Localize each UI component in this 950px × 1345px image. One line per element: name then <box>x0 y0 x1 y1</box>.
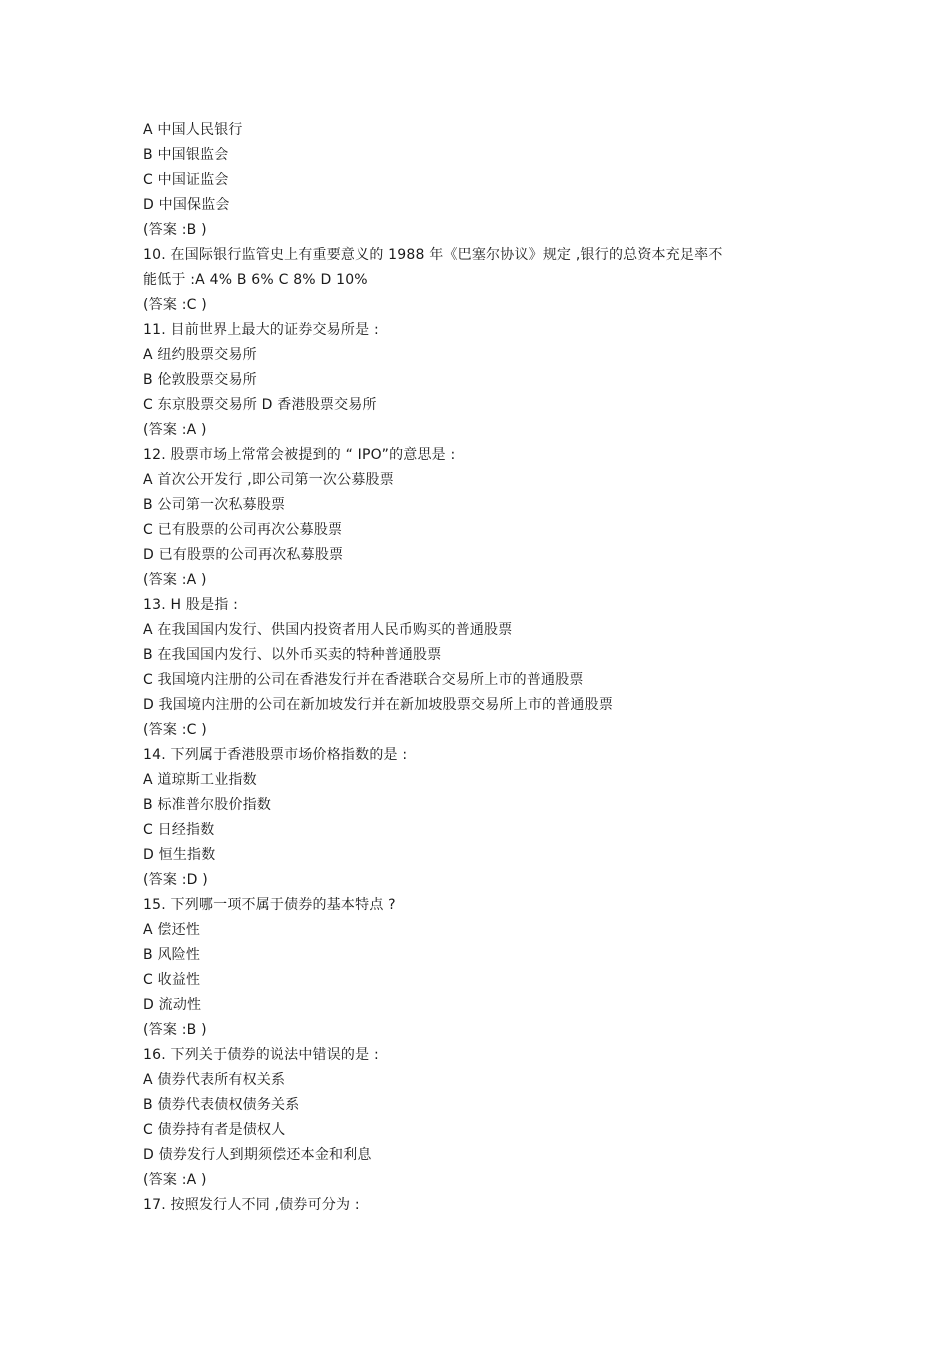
option-line: B 中国银监会 <box>143 147 229 163</box>
option-line: C 中国证监会 <box>143 172 229 188</box>
option-line: A 在我国国内发行、供国内投资者用人民币购买的普通股票 <box>143 622 513 638</box>
option-line: D 流动性 <box>143 997 202 1013</box>
answer-line: (答案 :A ) <box>143 422 207 438</box>
option-line: B 债券代表债权债务关系 <box>143 1097 300 1113</box>
answer-line: (答案 :B ) <box>143 222 207 238</box>
option-line: B 公司第一次私募股票 <box>143 497 286 513</box>
option-line: A 道琼斯工业指数 <box>143 772 257 788</box>
question-line: 13. H 股是指 : <box>143 597 239 613</box>
option-line: B 在我国国内发行、以外币买卖的特种普通股票 <box>143 647 442 663</box>
option-line: D 我国境内注册的公司在新加坡发行并在新加坡股票交易所上市的普通股票 <box>143 697 614 713</box>
question-line: 16. 下列关于债券的说法中错误的是 : <box>143 1047 379 1063</box>
answer-line: (答案 :D ) <box>143 872 208 888</box>
question-line: 14. 下列属于香港股票市场价格指数的是 : <box>143 747 408 763</box>
option-line: C 收益性 <box>143 972 201 988</box>
option-line: C 债券持有者是债权人 <box>143 1122 286 1138</box>
option-line: A 债券代表所有权关系 <box>143 1072 286 1088</box>
question-line: 能低于 :A 4% B 6% C 8% D 10% <box>143 272 368 288</box>
option-line: D 恒生指数 <box>143 847 216 863</box>
option-line: C 东京股票交易所 D 香港股票交易所 <box>143 397 377 413</box>
option-line: C 日经指数 <box>143 822 215 838</box>
option-line: A 偿还性 <box>143 922 201 938</box>
option-line: C 已有股票的公司再次公募股票 <box>143 522 343 538</box>
option-line: B 风险性 <box>143 947 201 963</box>
question-line: 11. 目前世界上最大的证券交易所是 : <box>143 322 379 338</box>
answer-line: (答案 :A ) <box>143 572 207 588</box>
option-line: B 标准普尔股价指数 <box>143 797 272 813</box>
option-line: A 纽约股票交易所 <box>143 347 257 363</box>
question-line: 10. 在国际银行监管史上有重要意义的 1988 年《巴塞尔协议》规定 ,银行的总资本充足率不 <box>143 247 723 263</box>
question-line: 17. 按照发行人不同 ,债券可分为 : <box>143 1197 360 1213</box>
option-line: B 伦敦股票交易所 <box>143 372 257 388</box>
option-line: D 已有股票的公司再次私募股票 <box>143 547 344 563</box>
document-page <box>143 118 823 1218</box>
option-line: A 中国人民银行 <box>143 122 243 138</box>
question-line: 12. 股票市场上常常会被提到的 “ IPO”的意思是 : <box>143 447 456 463</box>
answer-line: (答案 :C ) <box>143 722 207 738</box>
option-line: C 我国境内注册的公司在香港发行并在香港联合交易所上市的普通股票 <box>143 672 584 688</box>
question-line: 15. 下列哪一项不属于债券的基本特点 ? <box>143 897 396 913</box>
answer-line: (答案 :A ) <box>143 1172 207 1188</box>
answer-line: (答案 :B ) <box>143 1022 207 1038</box>
answer-line: (答案 :C ) <box>143 297 207 313</box>
option-line: D 债券发行人到期须偿还本金和利息 <box>143 1147 372 1163</box>
option-line: A 首次公开发行 ,即公司第一次公募股票 <box>143 472 394 488</box>
option-line: D 中国保监会 <box>143 197 230 213</box>
